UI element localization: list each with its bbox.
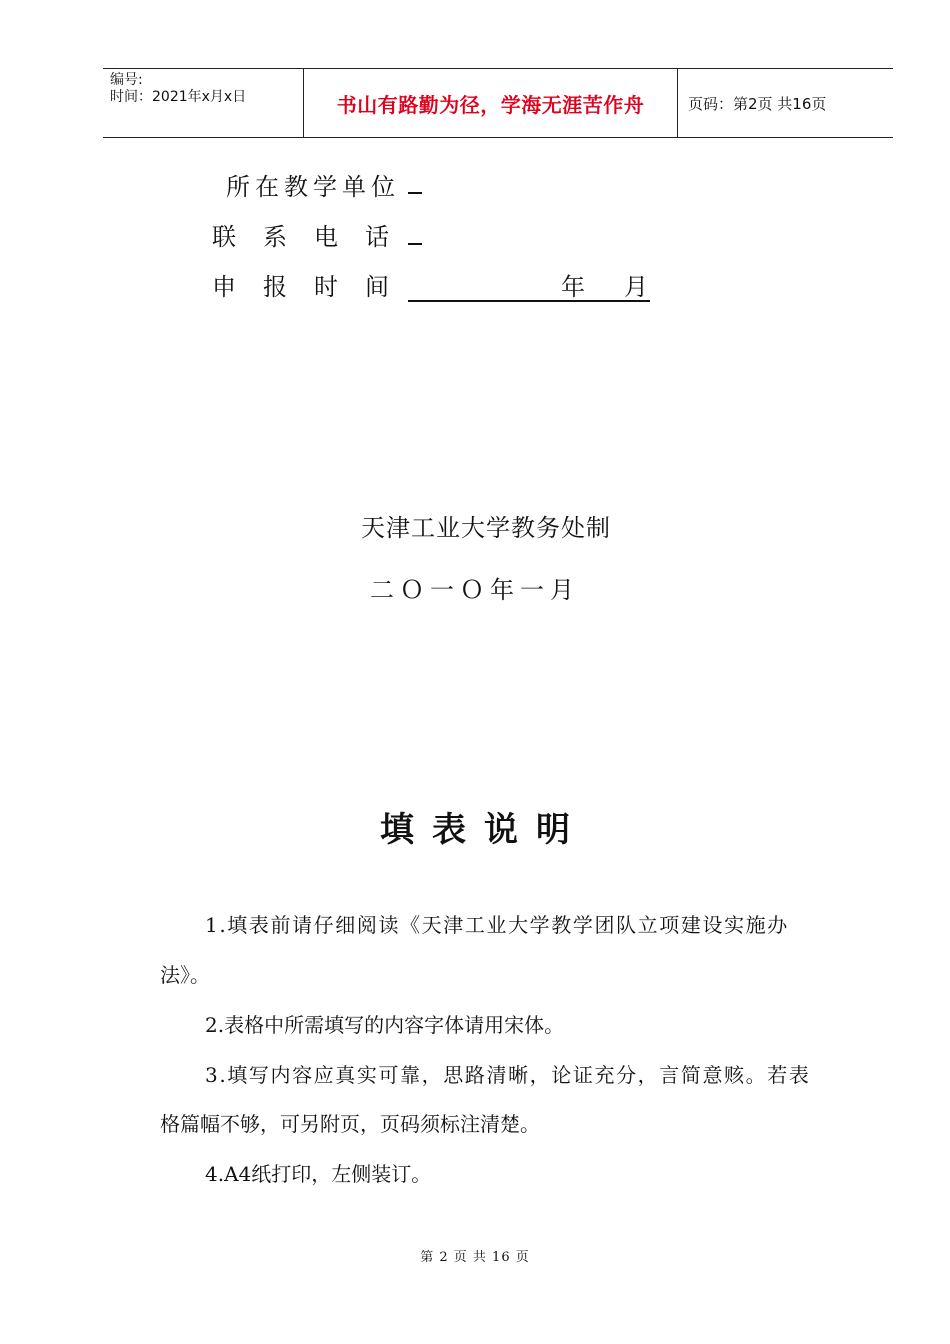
unit-label: 所在教学单位 <box>226 173 400 201</box>
instruction-1-line-1: 1.填表前请仔细阅读《天津工业大学教学团队立项建设实施办 <box>205 913 789 937</box>
date-month <box>624 272 648 302</box>
serial-label: 编号: <box>110 72 143 88</box>
issuer-org: 天津工业大学教务处制 <box>361 514 611 542</box>
date-input-line[interactable] <box>408 270 650 302</box>
phone-label-3: 电 <box>314 223 338 251</box>
instruction-3-line-1: 3.填写内容应真实可靠，思路清晰，论证充分，言简意赅。若表 <box>205 1063 811 1087</box>
month-text: 月 <box>624 273 648 301</box>
instruction-2: 2.表格中所需填写的内容字体请用宋体。 <box>205 1013 565 1037</box>
phone-input-line[interactable] <box>408 243 422 245</box>
phone-label-1: 联 <box>212 223 236 251</box>
date-label-2: 报 <box>263 273 287 301</box>
phone-label-4: 话 <box>365 223 389 251</box>
phone-label-2: 系 <box>263 223 287 251</box>
header-page-info: 页码：第2页 共16页 <box>688 94 827 113</box>
page-footer: 第 2 页 共 16 页 <box>420 1250 530 1265</box>
phone-field <box>212 222 392 252</box>
header-meta <box>103 69 303 137</box>
header-slogan: 书山有路勤为径，学海无涯苦作舟 <box>303 69 678 137</box>
date-label-1: 申 <box>212 273 236 301</box>
instruction-3-line-2: 格篇幅不够，可另附页，页码须标注清楚。 <box>160 1112 540 1136</box>
date-label-4: 间 <box>365 273 389 301</box>
date-label-3: 时 <box>314 273 338 301</box>
issuer-date: 二Ｏ一Ｏ年一月 <box>370 576 580 604</box>
instruction-1-line-2: 法》。 <box>160 963 210 987</box>
instruction-4: 4.A4纸打印，左侧装订。 <box>205 1162 432 1186</box>
time-label: 时间：2021年x月x日 <box>110 89 247 105</box>
page-header <box>103 68 893 138</box>
date-year <box>561 272 585 302</box>
unit-input-line[interactable] <box>408 192 422 194</box>
instructions-title: 填表说明 <box>380 810 588 850</box>
date-field <box>212 272 392 302</box>
year-text: 年 <box>561 273 585 301</box>
